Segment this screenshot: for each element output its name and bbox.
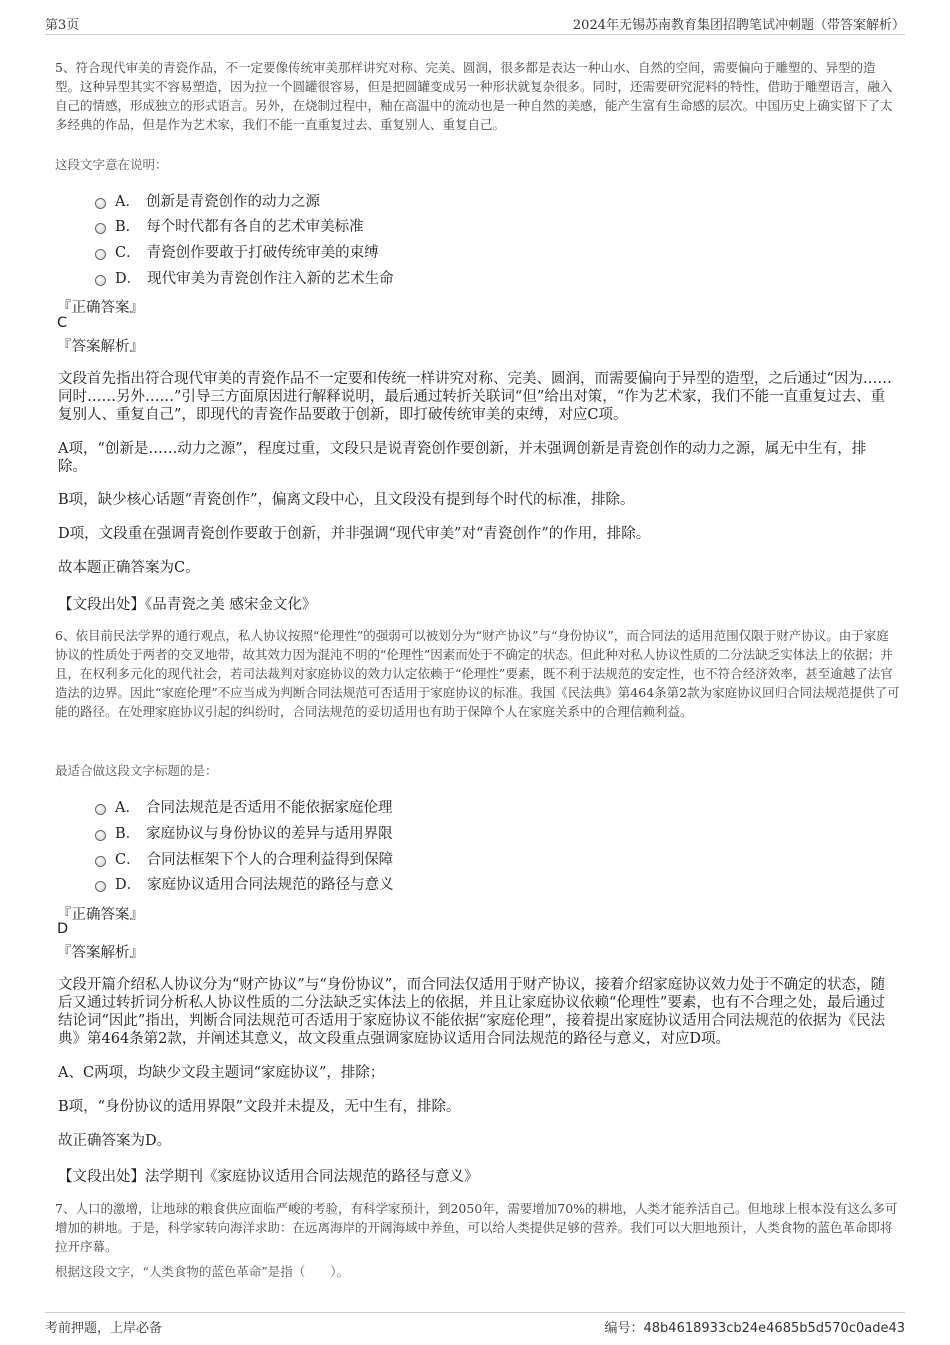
q6-source: 【文段出处】法学期刊《家庭协议适用合同法规范的路径与意义》 bbox=[58, 1169, 479, 1185]
question-6-prompt: 最适合做这段文字标题的是： bbox=[55, 763, 218, 778]
q5-analysis-paragraph: A项，“创新是……动力之源”，程度过重，文段只是说青瓷创作要创新，并未强调创新是青瓷创作的动力之源，属无中生有，排除。 bbox=[58, 441, 867, 475]
document-code-value: 48b4618933cb24e4685b5d570c0ade43 bbox=[643, 1321, 905, 1336]
question-7-prompt: 根据这段文字，“人类食物的蓝色革命”是指（ ）。 bbox=[55, 1264, 350, 1279]
q6-analysis-paragraph: B项，“身份协议的适用界限”文段并未提及，无中生有，排除。 bbox=[58, 1099, 461, 1115]
radio-icon[interactable] bbox=[95, 223, 106, 234]
question-6-text: 6、依目前民法学界的通行观点，私人协议按照“伦理性”的强弱可以被划分为“财产协议”与“身份协议”，而合同法的适用范围仅限于财产协议。由于家庭协议的性质处于两者的交叉地带，故其效力因为混沌不明的“伦理性”因素而处于不确定的状态。但此种对私人协议性质的二分法缺乏实体法上的依据；并且，在权利多元化的现代社会，若司法裁判对家庭协议的效力认定依赖于“伦理性”要素，既不利于法规范的安定性，也不符合经济效率，甚至逾越了法官造法的边界。因此“家庭伦理”不应当成为判断合同法规范可否适用于家庭协议的标准。我国《民法典》第464条第2款为家庭协议回归合同法规范提供了可能的路径。在处理家庭协议引起的纠纷时，合同法规范的妥切适用也有助于保障个人在家庭关系中的合理信赖利益。 bbox=[55, 628, 900, 719]
question-7-text: 7、人口的激增，让地球的粮食供应面临严峻的考验，有科学家预计，到2050年，需要增加70%的耕地，人类才能养活自己。但地球上根本没有这么多可增加的耕地。于是，科学家转向海洋求助：在远离海岸的开阔海域中养鱼，可以给人类提供足够的营养。我们可以大胆地预计，人类食物的蓝色革命即将拉开序幕。 bbox=[55, 1201, 898, 1254]
radio-icon[interactable] bbox=[95, 275, 106, 286]
q6-answer-label: 『正确答案』 bbox=[57, 907, 144, 923]
q6-analysis-conclusion: 故正确答案为D。 bbox=[58, 1133, 172, 1149]
q5-answer-label: 『正确答案』 bbox=[57, 300, 144, 316]
radio-icon[interactable] bbox=[95, 856, 106, 867]
q5-option-b[interactable]: B． 每个时代都有各自的艺术审美标准 bbox=[95, 213, 364, 237]
q6-answer: D bbox=[57, 921, 69, 937]
radio-icon[interactable] bbox=[95, 198, 106, 209]
q6-option-b[interactable]: B． 家庭协议与身份协议的差异与适用界限 bbox=[95, 820, 393, 844]
q5-analysis-label: 『答案解析』 bbox=[57, 339, 144, 355]
q6-analysis-paragraph: 文段开篇介绍私人协议分为“财产协议”与“身份协议”，而合同法仅适用于财产协议，接着介绍家庭协议效力处于不确定的状态，随后又通过转折词分析私人协议性质的二分法缺乏实体法上的依据，并且让家庭协议依赖“伦理性”要素，也有不合理之处，最后通过结论词“因此”指出，判断合同法规范可否适用于家庭协议不能依据“家庭伦理”，接着提出家庭协议适用合同法规范的依据为《民法典》第464条第2款，并阐述其意义，故文段重点强调家庭协议适用合同法规范的路径与意义，对应D项。 bbox=[58, 977, 886, 1047]
q6-analysis-label: 『答案解析』 bbox=[57, 945, 144, 961]
page-footer bbox=[45, 1312, 905, 1335]
radio-icon[interactable] bbox=[95, 804, 106, 815]
q5-answer: C bbox=[57, 315, 68, 331]
question-5-prompt: 这段文字意在说明： bbox=[55, 157, 168, 172]
radio-icon[interactable] bbox=[95, 881, 106, 892]
q5-analysis-paragraph: B项，缺少核心话题“青瓷创作”，偏离文段中心，且文段没有提到每个时代的标准，排除。 bbox=[58, 492, 635, 508]
q6-option-c[interactable]: C． 合同法框架下个人的合理利益得到保障 bbox=[95, 846, 393, 870]
document-code-label: 编号： bbox=[604, 1321, 644, 1336]
document-title: 2024年无锡苏南教育集团招聘笔试冲刺题（带答案解析） bbox=[572, 18, 905, 33]
page-header bbox=[45, 12, 905, 35]
page-number: 第3页 bbox=[45, 18, 80, 33]
q6-analysis-paragraph: A、C两项，均缺少文段主题词“家庭协议”，排除； bbox=[58, 1065, 385, 1081]
radio-icon[interactable] bbox=[95, 249, 106, 260]
q5-option-d[interactable]: D． 现代审美为青瓷创作注入新的艺术生命 bbox=[95, 265, 394, 289]
radio-icon[interactable] bbox=[95, 830, 106, 841]
q5-analysis-paragraph: D项，文段重在强调青瓷创作要敢于创新，并非强调“现代审美”对“青瓷创作”的作用，排除。 bbox=[58, 526, 651, 542]
q5-option-c[interactable]: C． 青瓷创作要敢于打破传统审美的束缚 bbox=[95, 239, 379, 263]
q6-option-d[interactable]: D． 家庭协议适用合同法规范的路径与意义 bbox=[95, 871, 394, 895]
question-5-text: 5、符合现代审美的青瓷作品，不一定要像传统审美那样讲究对称、完美、圆润，很多都是表达一种山水、自然的空间，需要偏向于雕塑的、异型的造型。这种异型其实不容易塑造，因为拉一个圆罐很容易，但是把圆罐变成另一种形状就复杂很多。同时，还需要研究泥料的特性，借助于雕塑语言，融入自己的情感，形成独立的形式语言。另外，在烧制过程中，釉在高温中的流动也是一种自然的美感，能产生富有生命感的层次。中国历史上确实留下了太多经典的作品，但是作为艺术家，我们不能一直重复过去、重复别人、重复自己。 bbox=[55, 60, 893, 132]
q5-analysis-conclusion: 故本题正确答案为C。 bbox=[58, 560, 200, 576]
q5-option-a[interactable]: A． 创新是青瓷创作的动力之源 bbox=[95, 188, 320, 212]
document-code bbox=[605, 1317, 906, 1336]
q5-source: 【文段出处】《品青瓷之美 感宋金文化》 bbox=[58, 597, 317, 613]
footer-slogan: 考前押题，上岸必备 bbox=[45, 1321, 163, 1336]
q5-analysis-paragraph: 文段首先指出符合现代审美的青瓷作品不一定要和传统一样讲究对称、完美、圆润，而需要偏向于异型的造型，之后通过“因为……同时……另外……”引导三方面原因进行解释说明，最后通过转折关联词“但”给出对策，“作为艺术家，我们不能一直重复过去、重复别人、重复自己”，即现代的青瓷作品要敢于创新，即打破传统审美的束缚，对应C项。 bbox=[58, 371, 892, 423]
q6-option-a[interactable]: A． 合同法规范是否适用不能依据家庭伦理 bbox=[95, 794, 392, 818]
